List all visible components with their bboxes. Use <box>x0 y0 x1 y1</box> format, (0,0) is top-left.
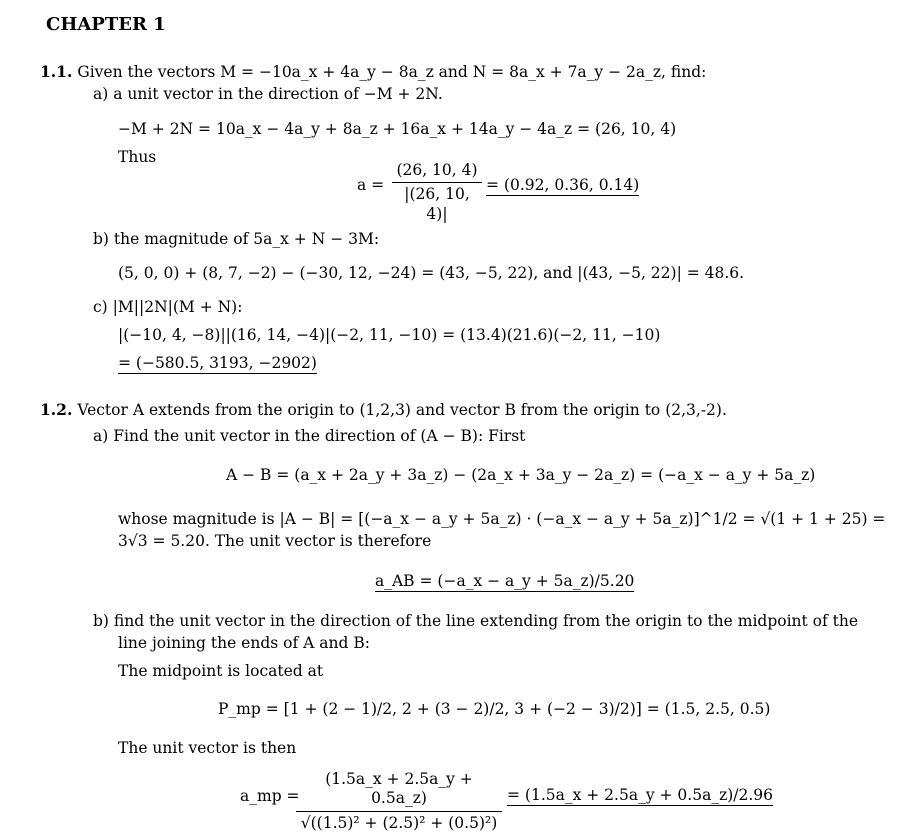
chapter-title: CHAPTER 1 <box>46 14 166 35</box>
problem-number: 1.2. <box>40 400 73 419</box>
part-text: Find the unit vector in the direction of (A − B): First <box>113 427 526 445</box>
fraction-numerator: (1.5a_x + 2.5a_y + 0.5a_z) <box>325 770 473 808</box>
fraction-denominator: √((1.5)² + (2.5)² + (0.5)²) <box>300 813 498 832</box>
result-line <box>375 572 634 591</box>
part-b-prompt <box>93 230 379 249</box>
part-c-prompt <box>93 298 242 317</box>
fraction-bar <box>296 811 502 812</box>
equation-line: A − B = (a_x + 2a_y + 3a_z) − (2a_x + 3a_y − 2a_z) = (−a_x − a_y + 5a_z) <box>226 466 816 484</box>
paragraph-line: whose magnitude is |A − B| = [(−a_x − a_y + 5a_z) · (−a_x − a_y + 5a_z)]^1/2 = √(1 + 1 + 25) = <box>118 510 886 528</box>
part-a-prompt <box>93 427 525 446</box>
result-line <box>507 786 773 805</box>
result-line <box>118 354 317 373</box>
part-label: b) <box>93 612 109 630</box>
thus-text: Thus <box>118 148 157 166</box>
part-b-prompt <box>93 612 858 631</box>
fraction <box>296 770 502 833</box>
equation-line: −M + 2N = 10a_x − 4a_y + 8a_z + 16a_x + 14a_y − 4a_z = (26, 10, 4) <box>118 120 677 138</box>
part-label: c) <box>93 298 108 316</box>
underlined-result: a_AB = (−a_x − a_y + 5a_z)/5.20 <box>375 572 635 590</box>
paragraph-line: The unit vector is then <box>118 739 297 757</box>
part-label: b) <box>93 230 109 248</box>
problem-number: 1.1. <box>40 62 73 81</box>
part-text: find the unit vector in the direction of the line extending from the origin to the midpoint of the <box>113 612 859 630</box>
fraction-numerator: (26, 10, 4) <box>396 161 478 179</box>
equation-lhs: a_mp = <box>240 787 300 805</box>
equation-lhs: a = <box>357 176 385 194</box>
paragraph-line: 3√3 = 5.20. The unit vector is therefore <box>118 532 432 550</box>
fraction <box>392 161 482 224</box>
equation-line: (5, 0, 0) + (8, 7, −2) − (−30, 12, −24) = (43, −5, 22), and |(43, −5, 22)| = 48.6. <box>118 264 745 282</box>
fraction-denominator: |(26, 10, 4)| <box>404 185 470 223</box>
statement-text: Vector A extends from the origin to (1,2,3) and vector B from the origin to (2,3,-2). <box>77 401 727 419</box>
part-label: a) <box>93 85 109 103</box>
equation-line: P_mp = [1 + (2 − 1)/2, 2 + (3 − 2)/2, 3 + (−2 − 3)/2)] = (1.5, 2.5, 0.5) <box>218 700 771 718</box>
part-text: the magnitude of 5a_x + N − 3M: <box>113 230 380 248</box>
part-text: |M||2N|(M + N): <box>112 298 243 316</box>
result-line <box>486 176 639 195</box>
part-text-continued: line joining the ends of A and B: <box>118 634 370 652</box>
problem-1-1-statement <box>40 62 706 82</box>
problem-1-2-statement <box>40 400 727 420</box>
underlined-result: = (1.5a_x + 2.5a_y + 0.5a_z)/2.96 <box>507 786 774 804</box>
paragraph-line: The midpoint is located at <box>118 662 324 680</box>
statement-text: Given the vectors M = −10a_x + 4a_y − 8a_z and N = 8a_x + 7a_y − 2a_z, find: <box>77 63 707 81</box>
part-label: a) <box>93 427 109 445</box>
underlined-result: = (0.92, 0.36, 0.14) <box>486 176 640 194</box>
fraction-bar <box>392 182 482 183</box>
equation-line: |(−10, 4, −8)||(16, 14, −4)|(−2, 11, −10) = (13.4)(21.6)(−2, 11, −10) <box>118 326 661 344</box>
underlined-result: = (−580.5, 3193, −2902) <box>118 354 317 372</box>
part-a-prompt <box>93 85 443 104</box>
part-text: a unit vector in the direction of −M + 2N. <box>113 85 443 103</box>
